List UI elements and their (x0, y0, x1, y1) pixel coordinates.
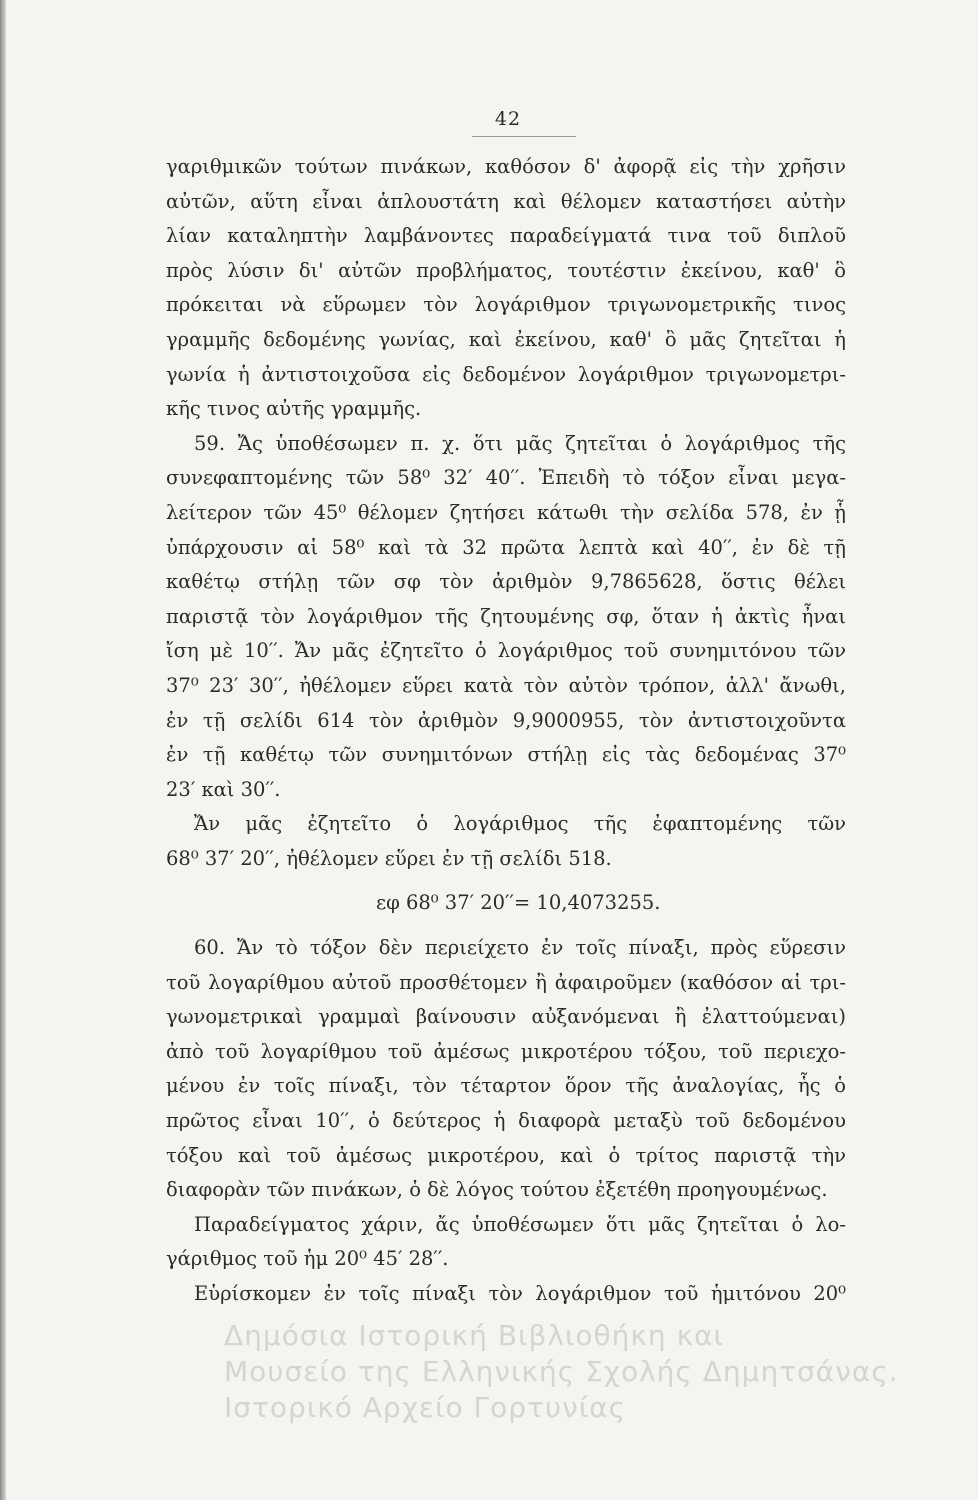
text-line: λείτερον τῶν 45⁰ θέλομεν ζητήσει κάτωθι τὴν σελίδα 578, ἐν ᾗ (166, 500, 846, 524)
text-line: γραμμῆς δεδομένης γωνίας, καὶ ἐκείνου, καθ' ὃ μᾶς ζητεῖται ἡ (166, 327, 846, 351)
text-line: 23′ καὶ 30′′. (166, 777, 281, 801)
text-line: λίαν καταληπτὴν λαμβάνοντες παραδείγματά τινα τοῦ διπλοῦ (166, 224, 846, 248)
paragraph-start: Παραδείγματος χάριν, ἄς ὑποθέσωμεν ὅτι μᾶς ζητεῖται ὁ λο- (194, 1212, 846, 1236)
text-body (166, 150, 846, 1312)
text-line: ὑπάρχουσιν αἱ 58⁰ καὶ τὰ 32 πρῶτα λεπτὰ καὶ 40′′, ἐν δὲ τῇ (166, 535, 846, 559)
text-line: γωνία ἡ ἀντιστοιχοῦσα εἰς δεδομένον λογάριθμον τριγωνομετρι- (166, 362, 846, 386)
watermark-line: Μουσείο της Ελληνικής Σχολής Δημητσάνας. (224, 1355, 899, 1388)
section-60-start: 60. Ἄν τὸ τόξον δὲν περιείχετο ἐν τοῖς πίναξι, πρὸς εὕρεσιν (194, 936, 846, 960)
text-line: αὐτῶν, αὕτη εἶναι ἁπλουστάτη καὶ θέλομεν καταστήσει αὐτὴν (166, 189, 846, 213)
text-line: μένου ἐν τοῖς πίναξι, τὸν τέταρτον ὅρον τῆς ἀναλογίας, ἧς ὁ (166, 1074, 846, 1098)
watermark-line: Δημόσια Ιστορική Βιβλιοθήκη και (224, 1319, 724, 1352)
text-line: κῆς τινος αὐτῆς γραμμῆς. (166, 397, 422, 421)
text-line: γάριθμος τοῦ ἡμ 20⁰ 45′ 28′′. (166, 1247, 449, 1271)
text-line: πρόκειται νὰ εὕρωμεν τὸν λογάριθμον τριγωνομετρικῆς τινος (166, 293, 846, 317)
watermark-line: Ιστορικό Αρχείο Γορτυνίας (224, 1391, 627, 1424)
text-line: διαφορὰν τῶν πινάκων, ὁ δὲ λόγος τούτου ἐξετέθη προηγουμένως. (166, 1178, 828, 1202)
text-line: παριστᾷ τὸν λογάριθμον τῆς ζητουμένης σφ, ὅταν ἡ ἀκτὶς ἦναι (166, 604, 846, 628)
text-line: συνεφαπτομένης τῶν 58⁰ 32′ 40′′. Ἐπειδὴ τὸ τόξον εἶναι μεγα- (166, 466, 846, 490)
text-line: πρῶτος εἶναι 10′′, ὁ δεύτερος ἡ διαφορὰ μεταξὺ τοῦ δεδομένου (166, 1109, 846, 1133)
paragraph-start: Εὑρίσκομεν ἐν τοῖς πίναξι τὸν λογάριθμον τοῦ ἡμιτόνου 20⁰ (194, 1282, 846, 1305)
formula-line: εφ 68⁰ 37′ 20′′= 10,4073255. (376, 891, 661, 915)
text-line: γαριθμικῶν τούτων πινάκων, καθόσον δ' ἀφορᾷ εἰς τὴν χρῆσιν (166, 155, 846, 178)
page-edge (0, 0, 6, 1500)
text-line: καθέτῳ στήλῃ τῶν σφ τὸν ἀριθμὸν 9,7865628, ὅστις θέλει (166, 570, 846, 594)
paragraph-start: Ἄν μᾶς ἐζητεῖτο ὁ λογάριθμος τῆς ἐφαπτομένης τῶν (194, 812, 846, 836)
text-line: πρὸς λύσιν δι' αὐτῶν προβλήματος, τουτέστιν ἐκείνου, καθ' ὃ (166, 258, 846, 282)
page-number-rule (472, 136, 576, 137)
text-line: τοῦ λογαρίθμου αὐτοῦ προσθέτομεν ἢ ἀφαιροῦμεν (καθόσον αἱ τρι- (166, 970, 846, 994)
text-line: 68⁰ 37′ 20′′, ἠθέλομεν εὕρει ἐν τῇ σελίδι 518. (166, 846, 612, 870)
library-watermark (224, 1318, 964, 1426)
text-line: 37⁰ 23′ 30′′, ἠθέλομεν εὕρει κατὰ τὸν αὐτὸν τρόπον, ἀλλ' ἄνωθι, (166, 673, 846, 697)
text-line: ἴση μὲ 10′′. Ἄν μᾶς ἐζητεῖτο ὁ λογάριθμος τοῦ συνημιτόνου τῶν (166, 639, 846, 663)
text-line: τόξου καὶ τοῦ ἀμέσως μικροτέρου, καὶ ὁ τρίτος παριστᾷ τὴν (166, 1143, 846, 1167)
text-line: ἐν τῇ σελίδι 614 τὸν ἀριθμὸν 9,9000955, τὸν ἀντιστοιχοῦντα (166, 708, 846, 732)
text-line: ἀπὸ τοῦ λογαρίθμου τοῦ ἀμέσως μικροτέρου τόξου, τοῦ περιεχο- (166, 1039, 846, 1063)
text-line: γωνομετρικαὶ γραμμαὶ βαίνουσιν αὐξανόμεναι ἢ ἐλαττούμεναι) (166, 1005, 846, 1029)
section-59-start: 59. Ἄς ὑποθέσωμεν π. χ. ὅτι μᾶς ζητεῖται ὁ λογάριθμος τῆς (194, 431, 846, 455)
text-line: ἐν τῇ καθέτῳ τῶν συνημιτόνων στήλῃ εἰς τὰς δεδομένας 37⁰ (166, 743, 846, 767)
page-number: 42 (494, 108, 522, 130)
